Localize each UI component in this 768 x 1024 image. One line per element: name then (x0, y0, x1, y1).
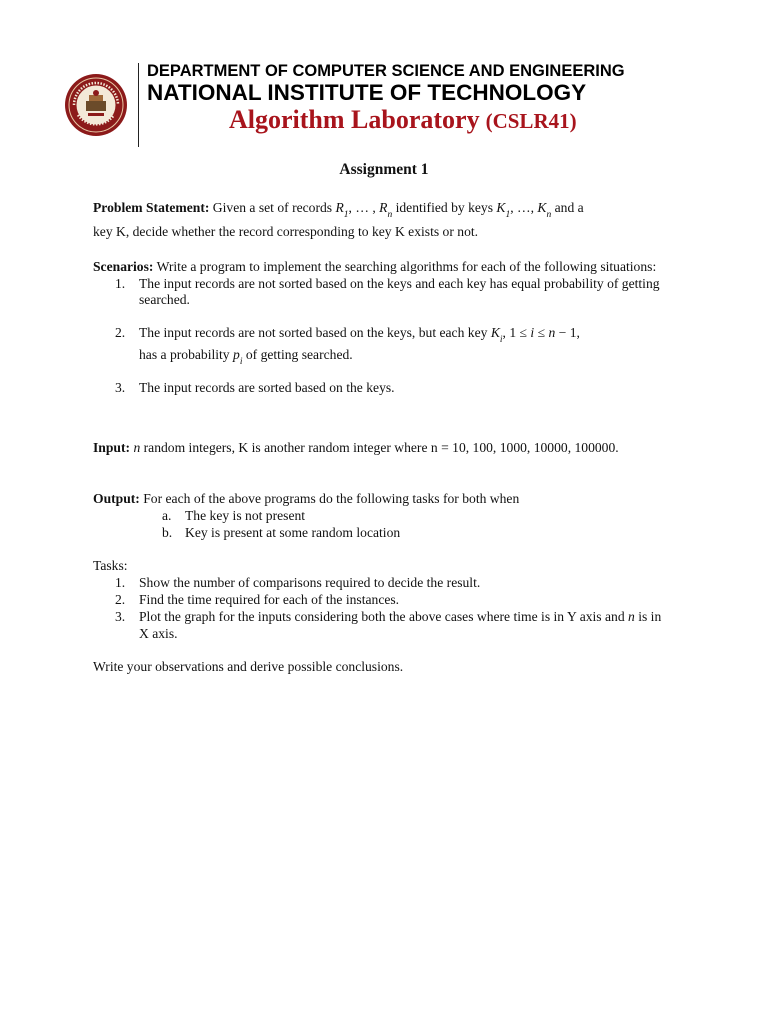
math-r1: R (335, 200, 344, 215)
output-text: For each of the above programs do the following tasks for both when (139, 491, 520, 506)
header-divider (138, 63, 139, 147)
list-text: The input records are not sorted based on the keys and each key has equal probability of getting searched. (139, 276, 660, 307)
output-list (93, 507, 673, 541)
math-n: n (628, 609, 635, 624)
list-number: 2. (115, 592, 126, 607)
lab-heading (229, 105, 577, 135)
math-r-sep: , … , (348, 200, 380, 215)
lab-code: (CSLR41) (485, 109, 577, 133)
list-item (93, 524, 673, 541)
math-k-sep: , …, (510, 200, 538, 215)
list-text: The input records are sorted based on the keys. (139, 380, 395, 395)
assignment-title: Assignment 1 (339, 161, 429, 178)
math-cond-n: n (548, 325, 556, 340)
list-item (93, 380, 673, 396)
list-number: 3. (115, 609, 126, 624)
problem-label: Problem Statement: (93, 200, 210, 215)
input-section (93, 440, 673, 456)
list-text: Plot the graph for the inputs considering both the above cases where time is in Y axis and (139, 609, 629, 624)
list-text: The input records are not sorted based on the keys, but each key (139, 325, 491, 340)
lab-name: Algorithm Laboratory (229, 105, 480, 134)
list-text: Find the time required for each of the instances. (139, 592, 400, 607)
scenarios-intro: Write a program to implement the searching algorithms for each of the following situations: (153, 259, 657, 274)
math-ki: K (490, 325, 500, 340)
input-label: Input: (93, 440, 131, 455)
tasks-list (93, 574, 673, 642)
math-cond-a: , 1 ≤ (502, 325, 531, 340)
list-text-c: of getting searched. (242, 347, 353, 362)
list-text-b: is in X axis. (139, 609, 662, 641)
math-cond-b: ≤ (534, 325, 549, 340)
problem-statement (93, 199, 673, 240)
list-text: Key is present at some random location (185, 525, 401, 540)
problem-line-2: key K, decide whether the record corresponding to key K exists or not. (93, 224, 479, 239)
list-item (93, 325, 673, 367)
math-ki-sub: i (499, 335, 503, 345)
list-text-b: has a probability (139, 347, 234, 362)
math-k1-sub: 1 (505, 210, 511, 220)
math-cond-i: i (530, 325, 535, 340)
problem-text-c: and a (551, 200, 584, 215)
math-pi: p (233, 347, 240, 362)
list-item (93, 574, 673, 591)
list-text: Show the number of comparisons required to decide the result. (139, 575, 481, 590)
list-number: 3. (115, 380, 126, 395)
institute-heading: NATIONAL INSTITUTE OF TECHNOLOGY (147, 80, 587, 105)
department-heading: DEPARTMENT OF COMPUTER SCIENCE AND ENGINEERING (147, 62, 625, 80)
input-text: random integers, K is another random integer where n = 10, 100, 1000, 10000, 100000. (140, 440, 619, 455)
math-rn: R (379, 200, 388, 215)
math-pi-sub: i (239, 357, 243, 367)
scenarios-label: Scenarios: (93, 259, 154, 274)
math-kn: K (537, 200, 547, 215)
math-k1: K (496, 200, 506, 215)
closing-text: Write your observations and derive possible conclusions. (93, 659, 404, 674)
math-r1-sub: 1 (343, 210, 349, 220)
list-text: The key is not present (185, 508, 306, 523)
scenarios-section (93, 259, 673, 396)
math-kn-sub: n (546, 210, 552, 220)
list-number: 2. (115, 325, 126, 340)
list-item (93, 276, 673, 308)
list-number: 1. (115, 276, 126, 291)
list-letter: b. (162, 525, 173, 540)
list-letter: a. (162, 508, 172, 523)
scenarios-list (93, 276, 673, 396)
list-item (93, 591, 673, 608)
problem-text: Given a set of records (209, 200, 336, 215)
math-rn-sub: n (387, 210, 393, 220)
math-n: n (133, 440, 141, 455)
list-number: 1. (115, 575, 126, 590)
tasks-label: Tasks: (93, 558, 128, 573)
problem-text-b: identified by keys (392, 200, 497, 215)
output-label: Output: (93, 491, 140, 506)
list-item (93, 507, 673, 524)
tasks-section (93, 557, 673, 642)
output-section (93, 490, 673, 541)
list-item (93, 608, 673, 642)
math-cond-c: − 1, (555, 325, 580, 340)
institute-seal-icon (64, 73, 128, 137)
